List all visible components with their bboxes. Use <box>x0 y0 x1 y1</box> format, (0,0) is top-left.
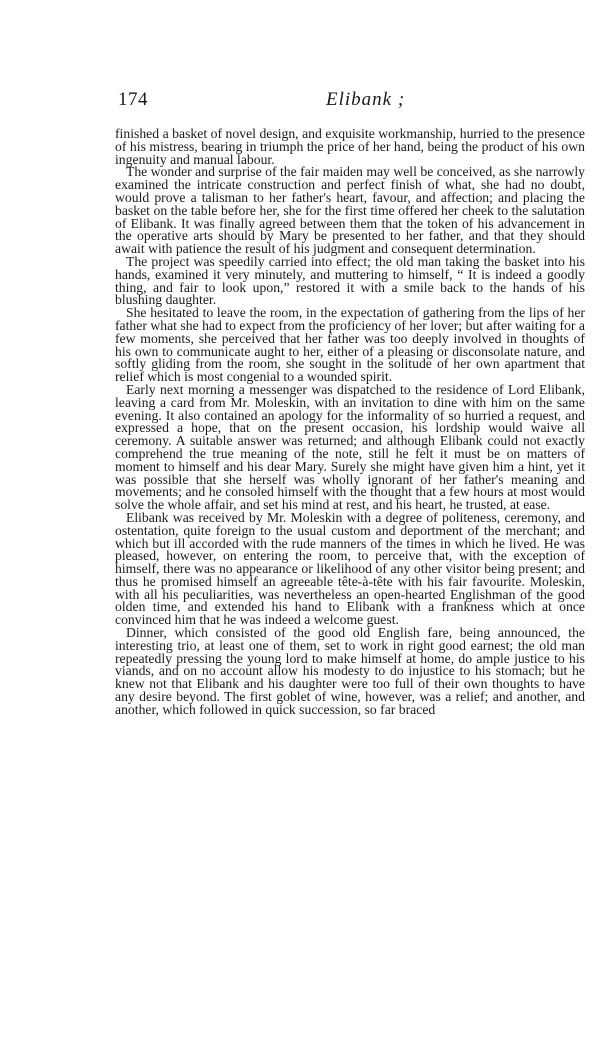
paragraph: finished a basket of novel design, and exquisite workmanship, hurried to the presence of his mistress, bearing in triumph the price of her hand, being the product of his own ingenuity and manual labour. <box>115 126 585 167</box>
paragraph: The wonder and surprise of the fair maiden may well be conceived, as she narrowly examined the intricate construction and perfect finish of what, she had no doubt, would prove a talisman to her father's heart, favour, and affection; and placing the basket on the table before her, she for the first time offered her cheek to the salutation of Elibank. It was finally agreed between them that the token of his advancement in the operative arts should by Mary be presented to her father, and that they should await with patience the result of his judgment and consequent determination. <box>115 164 585 257</box>
running-title: Elibank ; <box>326 89 406 110</box>
paragraph: Early next morning a messenger was dispatched to the residence of Lord Elibank, leaving a card from Mr. Moleskin, with an invitation to dine with him on the same evening. It also contained an apology for the informality of so hurried a request, and expressed a hope, that on the present occasion, his lordship would waive all ceremony. A suitable answer was returned; and although Elibank could not exactly comprehend the true meaning of the note, still he felt it must be on matters of moment to himself and his dear Mary. Surely she might have given him a hint, yet it was possible that she herself was wholly ignorant of her father's meaning and movements; and he consoled himself with the thought that a few hours at most would solve the whole affair, and set his mind at rest, and his heart, he trusted, at ease. <box>115 381 585 513</box>
paragraph: Dinner, which consisted of the good old English fare, being announced, the interesting trio, at least one of them, set to work in right good earnest; the old man repeatedly pressing the young lord to make himself at home, do ample justice to his viands, and on no account allow his modesty to do injustice to his stomach; but he knew not that Elibank and his daughter were too full of their own thoughts to have any desire beyond. The first goblet of wine, however, was a relief; and another, and another, which followed in quick succession, so far braced <box>115 625 585 717</box>
page-number: 174 <box>118 89 148 110</box>
paragraph: She hesitated to leave the room, in the expectation of gathering from the lips of her father what she had to expect from the proficiency of her lover; but after waiting for a few moments, she perceived that her father was too deeply involved in thoughts of his own to communicate aught to her, either of a pleasing or disconsolate nature, and softly gliding from the room, she sought in the solitude of her own apartment that relief which is most congenial to a wounded spirit. <box>115 305 585 385</box>
paragraph: The project was speedily carried into effect; the old man taking the basket into his hands, examined it very minutely, and muttering to himself, “ It is indeed a goodly thing, and fair to look upon,” restored it with a smile back to the hands of his blushing daughter. <box>115 253 585 308</box>
body-text <box>115 128 585 717</box>
page-header <box>118 88 588 112</box>
paragraph: Elibank was received by Mr. Moleskin with a degree of politeness, ceremony, and ostentation, quite foreign to the usual custom and deportment of the merchant; and which but ill accorded with the rude manners of the times in which he lived. He was pleased, however, on entering the room, to perceive that, with the exception of himself, there was no appearance or likelihood of any other visitor being present; and thus he promised himself an agreeable tête-à-tête with his fair favourite. Moleskin, with all his peculiarities, was nevertheless an open-hearted Englishman of the good olden time, and extended his hand to Elibank with a frankness which at once convinced him that he was indeed a welcome guest. <box>115 509 585 628</box>
